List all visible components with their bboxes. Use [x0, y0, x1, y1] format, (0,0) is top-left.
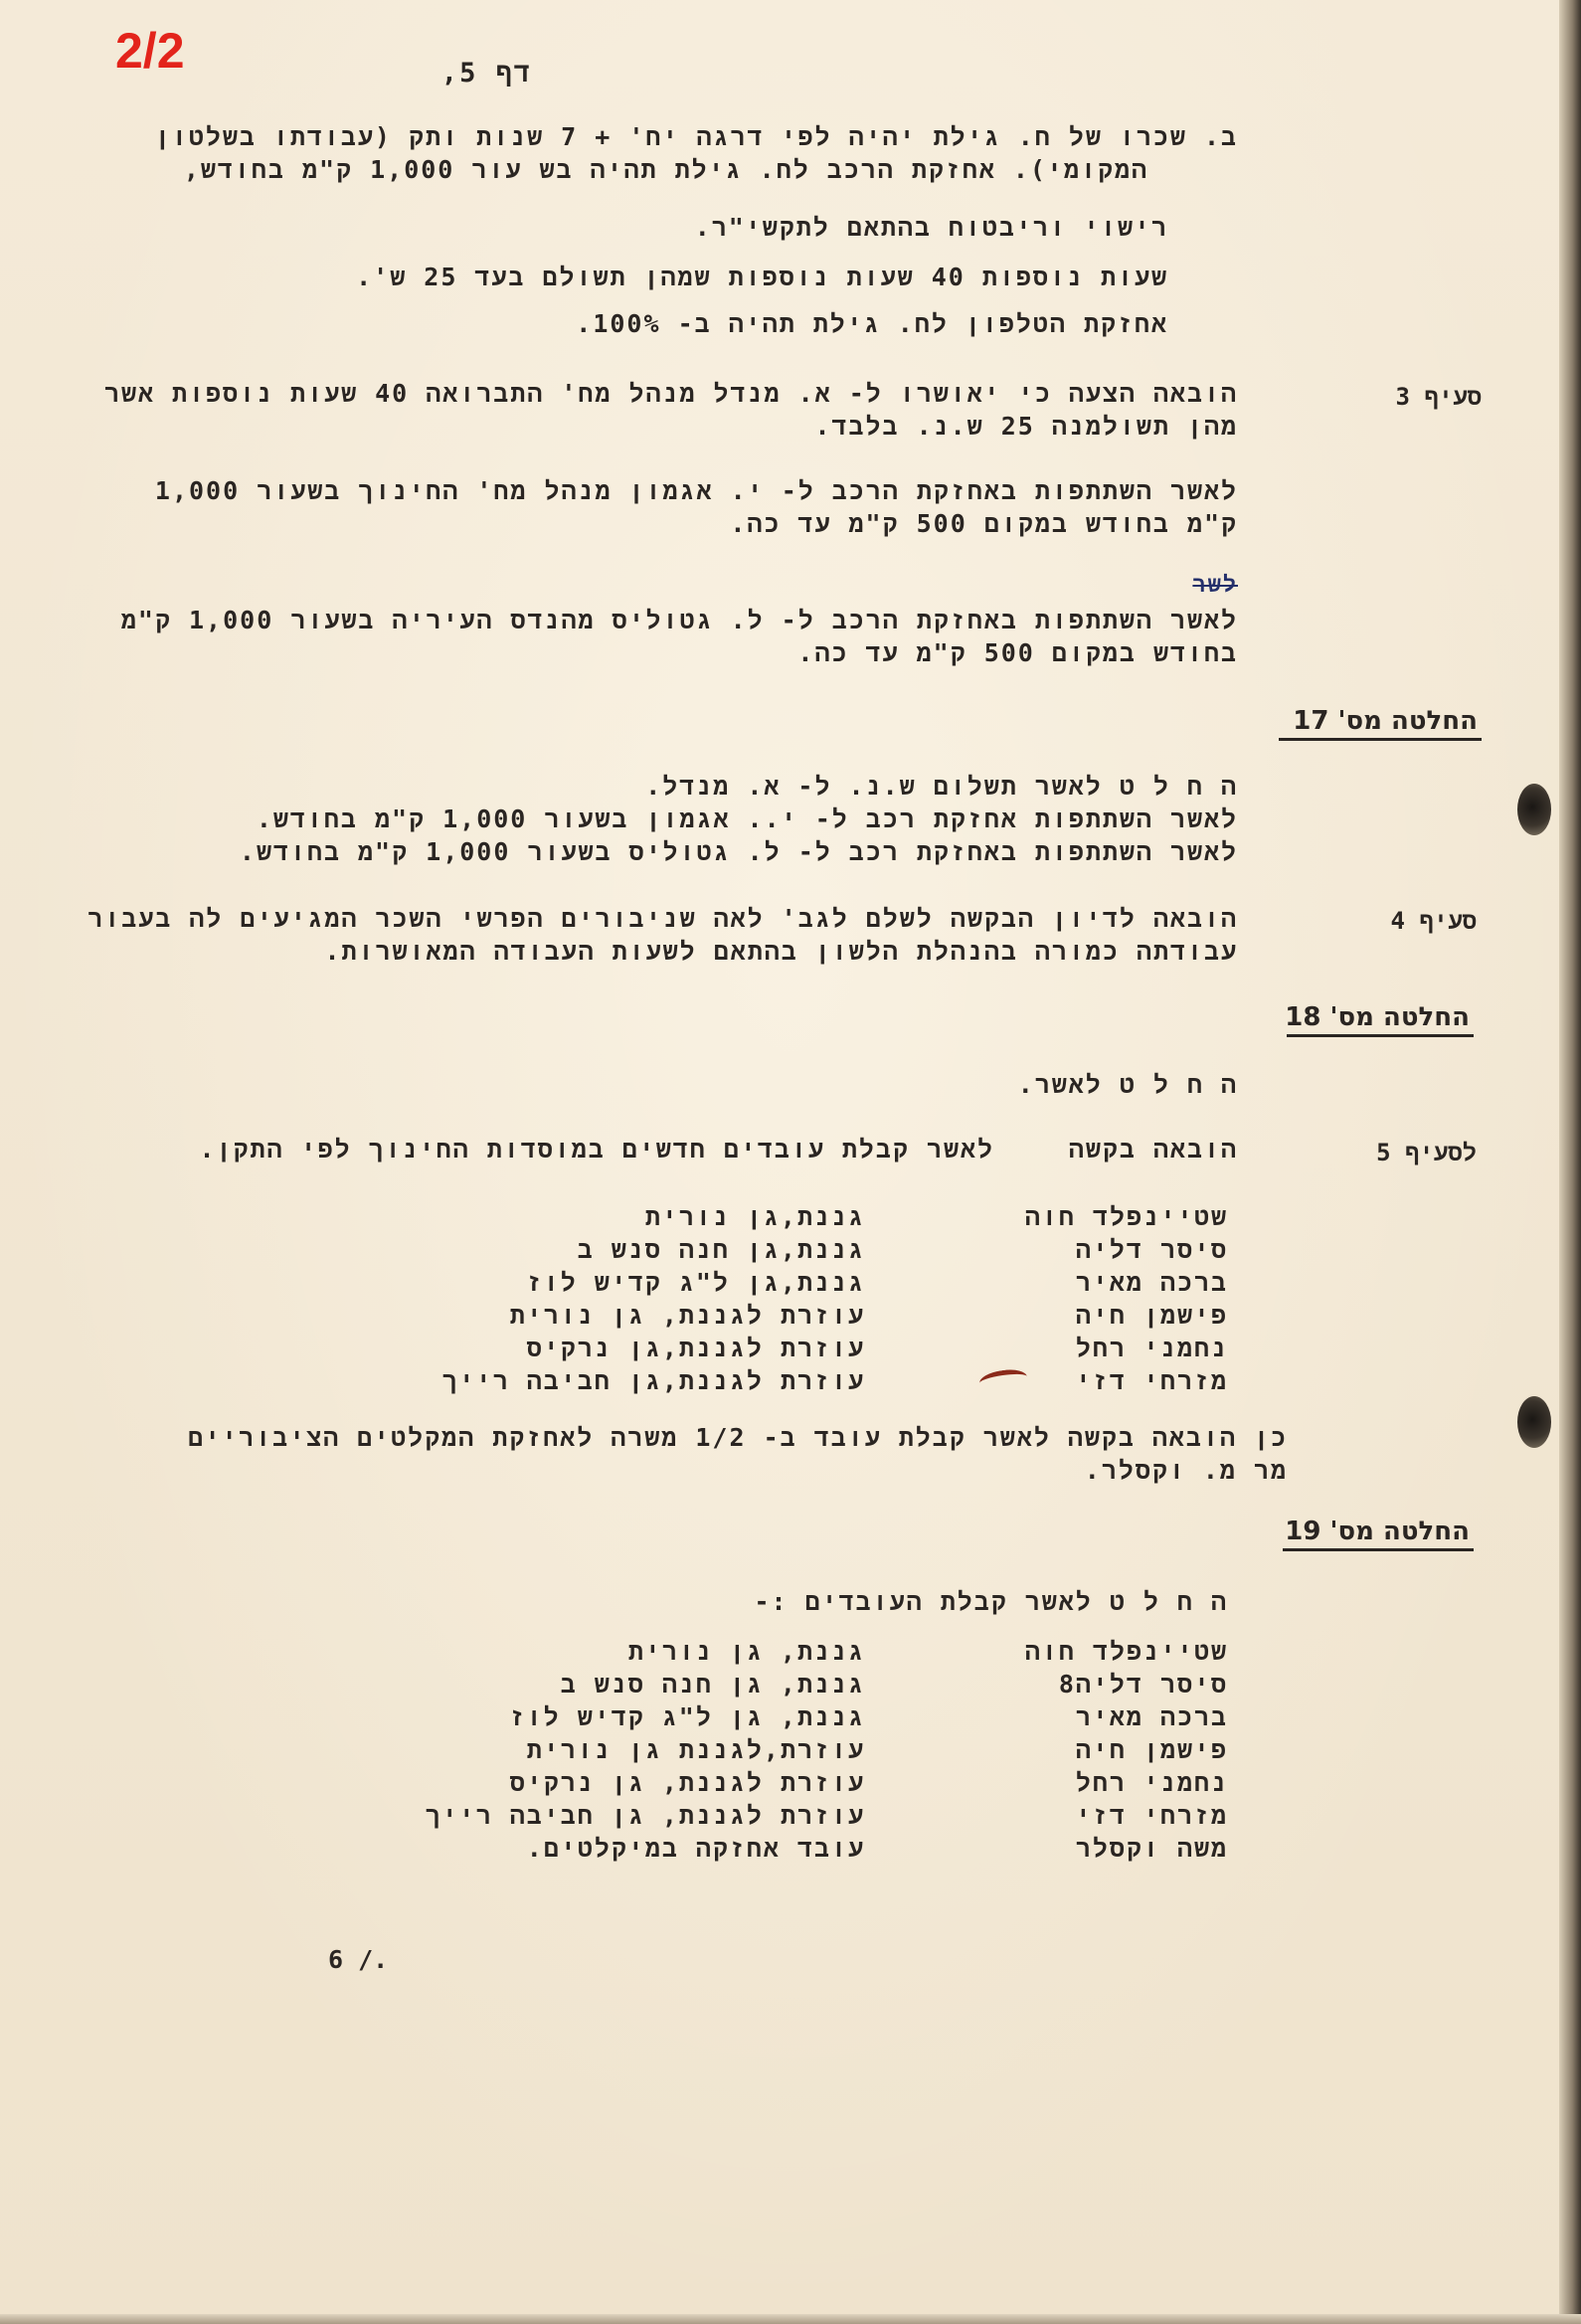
employee-role: גננת, גן ל"ג קדיש לוז — [509, 1702, 865, 1731]
section-b-line: ב. שכרו של ח. גילת יהיה לפי דרגה יח' + 7 שנות ותק (עבודתו בשלטון — [154, 122, 1238, 151]
employee-role: גננת,גן ל"ג קדיש לוז — [526, 1268, 865, 1297]
employee-name: משה וקסלר — [1075, 1834, 1228, 1863]
resolution-19-heading: החלטה מס' 19 — [1283, 1517, 1474, 1551]
item-5-intro: הובאה בקשה — [1068, 1135, 1238, 1163]
employee-role: גננת, גן חנה סנש ב — [560, 1670, 865, 1698]
employee-name: ברכה מאיר — [1075, 1268, 1228, 1297]
item-4-label: סעיף 4 — [1390, 907, 1477, 935]
section-b-line: רישוי וריבטוח בהתאם לתקשי"ר. — [694, 213, 1168, 242]
employee-role: עוזרת לגננת, גן חביבה רייך — [425, 1801, 865, 1830]
employee-role: גננת, גן נורית — [627, 1637, 865, 1666]
resolution-18-text: ה ח ל ט לאשר. — [1017, 1070, 1238, 1099]
struck-handwritten-word: לשר — [1192, 573, 1238, 598]
resolution-19-text: ה ח ל ט לאשר קבלת העובדים :- — [754, 1587, 1228, 1616]
item-4-text: הובאה לדיון הבקשה לשלם לגב' לאה שניבורים הפרשי השכר המגיעים לה בעבור — [88, 904, 1238, 933]
employee-name: מזרחי דזי — [1075, 1366, 1228, 1395]
employee-role: עוזרת לגננת,גן נרקיס — [526, 1334, 865, 1362]
continuation-marker: 6 /. — [328, 1945, 389, 1974]
page-number: דף 5, — [440, 58, 532, 89]
employee-name: שטיינפלד חוה — [1024, 1202, 1228, 1231]
employee-name: שטיינפלד חוה — [1024, 1637, 1228, 1666]
punch-hole — [1517, 784, 1551, 835]
employee-role: עוזרת לגננת, גן נורית — [509, 1301, 865, 1330]
employee-name: סיסר דליה8 — [1058, 1670, 1228, 1698]
item-3-label: סעיף 3 — [1395, 383, 1482, 411]
employee-role: עובד אחזקה במיקלטים. — [526, 1834, 865, 1863]
section-b-line: שעות נוספות 40 שעות נוספות שמהן תשולם בעד 25 ש'. — [356, 263, 1168, 291]
item-3-text: לאשר השתתפות באחזקת הרכב ל- ל. גטוליס מהנדס העיריה בשעור 1,000 ק"מ — [120, 606, 1238, 634]
employee-role: עוזרת לגננת, גן נרקיס — [509, 1768, 865, 1797]
employee-role: גננת,גן חנה סנש ב — [577, 1235, 865, 1264]
ink-mark — [978, 1367, 1028, 1392]
section-b-line: המקומי). אחזקת הרכב לח. גילת תהיה בש עור 1,000 ק"מ בחודש, — [183, 155, 1148, 184]
page-tag: 2/2 — [115, 23, 185, 79]
employee-role: עוזרת לגננת,גן חביבה רייך — [441, 1366, 865, 1395]
item-3-text: ק"מ בחודש במקום 500 ק"מ עד כה. — [730, 509, 1238, 538]
item-3-text: בחודש במקום 500 ק"מ עד כה. — [797, 638, 1238, 667]
item-5-label: לסעיף 5 — [1376, 1139, 1477, 1166]
resolution-17-text: לאשר השתתפות אחזקת רכב ל- י.. אגמון בשעור 1,000 ק"מ בחודש. — [256, 804, 1238, 833]
employee-name: נחמני רחל — [1075, 1768, 1228, 1797]
item-5-intro: לאשר קבלת עובדים חדשים במוסדות החינוך לפי התקן. — [199, 1135, 994, 1163]
section-b-line: אחזקת הטלפון לח. גילת תהיה ב- 100%. — [576, 309, 1168, 338]
item-3-text: לאשר השתתפות באחזקת הרכב ל- י. אגמון מנהל מח' החינוך בשעור 1,000 — [154, 476, 1238, 505]
employee-name: סיסר דליה — [1075, 1235, 1228, 1264]
item-3-text: הובאה הצעה כי יאושרו ל- א. מנדל מנהל מח' התברואה 40 שעות נוספות אשר — [103, 379, 1238, 408]
item-5-extra: כן הובאה בקשה לאשר קבלת עובד ב- 1/2 משרה לאחזקת המקלטים הציבוריים — [188, 1423, 1288, 1452]
item-4-text: עבודתה כמורה בהנהלת הלשון בהתאם לשעות העבודה המאושרות. — [324, 937, 1238, 966]
employee-role: עוזרת,לגננת גן נורית — [526, 1735, 865, 1764]
resolution-17-text: ה ח ל ט לאשר תשלום ש.נ. ל- א. מנדל. — [645, 772, 1238, 801]
resolution-18-heading: החלטה מס' 18 — [1287, 1002, 1474, 1037]
employee-name: פישמן חיה — [1075, 1301, 1228, 1330]
page-edge-shadow — [1559, 0, 1581, 2324]
page-bottom-edge — [0, 2314, 1581, 2324]
item-5-extra: מר מ. וקסלר. — [1084, 1456, 1288, 1485]
resolution-17-heading: החלטה מס' 17 — [1279, 706, 1482, 741]
punch-hole — [1517, 1396, 1551, 1448]
item-3-text: מהן תשולמנה 25 ש.נ. בלבד. — [814, 412, 1238, 441]
resolution-17-text: לאשר השתתפות באחזקת רכב ל- ל. גטוליס בשעור 1,000 ק"מ בחודש. — [239, 837, 1238, 866]
employee-name: מזרחי דזי — [1075, 1801, 1228, 1830]
employee-name: נחמני רחל — [1075, 1334, 1228, 1362]
employee-name: פישמן חיה — [1075, 1735, 1228, 1764]
employee-role: גננת,גן נורית — [644, 1202, 865, 1231]
employee-name: ברכה מאיר — [1075, 1702, 1228, 1731]
